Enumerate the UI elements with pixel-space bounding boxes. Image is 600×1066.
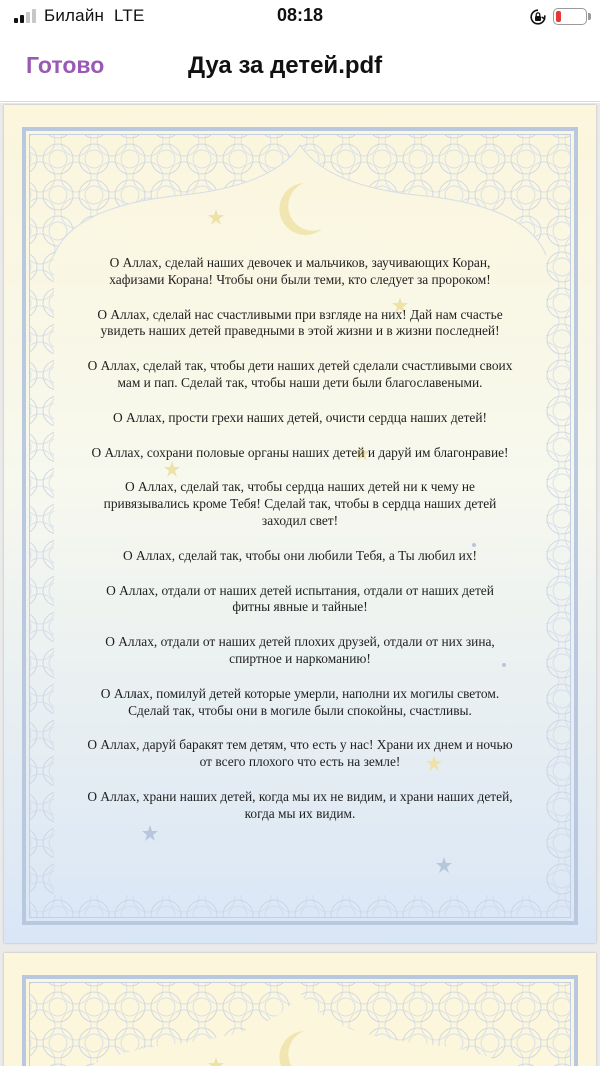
- navigation-bar: [0, 34, 600, 102]
- battery-level: [556, 11, 561, 22]
- paragraph: О Аллах, сохрани половые органы наших детей и даруй им благонравие!: [91, 444, 509, 460]
- paragraph: О Аллах, сделай так, чтобы сердца наших детей ни к чему не привязывались кроме Тебя! Сделай так, чтобы в сердца наших детей заходил свет!: [103, 479, 497, 528]
- network-type: LTE: [113, 6, 145, 25]
- paragraph: О Аллах, сделай наших девочек и мальчиков, заучивающих Коран, хафизами Корана! Чтобы они были теми, кто следует за пророком!: [109, 255, 491, 287]
- paragraph: О Аллах, сделай так, чтобы дети наших детей сделали счастливыми своих мам и пап. Сделай так, чтобы наши дети были благославеными.: [87, 358, 513, 390]
- paragraph: О Аллах, сделай так, чтобы они любили Тебя, а Ты любил их!: [123, 547, 477, 563]
- prayer-text: [86, 255, 514, 841]
- status-bar: [0, 0, 600, 34]
- pdf-page: [4, 105, 596, 943]
- orientation-lock-icon: [529, 8, 547, 26]
- paragraph: О Аллах, храни наших детей, когда мы их не видим, и храни наших детей, когда мы их видим.: [87, 788, 513, 821]
- battery-icon: [553, 8, 587, 25]
- battery-tip: [588, 13, 591, 20]
- paragraph: О Аллах, прости грехи наших детей, очисти сердца наших детей!: [113, 409, 487, 425]
- document-title: Дуа за детей.pdf: [188, 52, 383, 79]
- page-border-inner: [29, 982, 571, 1066]
- paragraph: О Аллах, даруй баракят тем детям, что есть у нас! Храни их днем и ночью от всего плохого что есть на земле!: [87, 737, 513, 770]
- status-time: 08:18: [276, 5, 324, 25]
- paragraph: О Аллах, отдали от наших детей испытания, отдали от наших детей фитны явные и тайные!: [106, 582, 494, 615]
- pdf-page-next: [4, 953, 596, 1066]
- done-button[interactable]: Готово: [26, 52, 105, 78]
- carrier-name: Билайн: [44, 6, 105, 25]
- pdf-viewer[interactable]: [0, 103, 600, 1066]
- paragraph: О Аллах, помилуй детей которые умерли, наполни их могилы светом. Сделай так, чтобы они в могиле были спокойны, счастливы.: [100, 685, 500, 718]
- paragraph: О Аллах, отдали от наших детей плохих друзей, отдали от них зина, спиртное и наркоманию!: [105, 634, 495, 666]
- paragraph: О Аллах, сделай нас счастливыми при взгляде на них! Дай нам счастье увидеть наших детей праведными в этой жизни и в жизни последней!: [97, 306, 503, 339]
